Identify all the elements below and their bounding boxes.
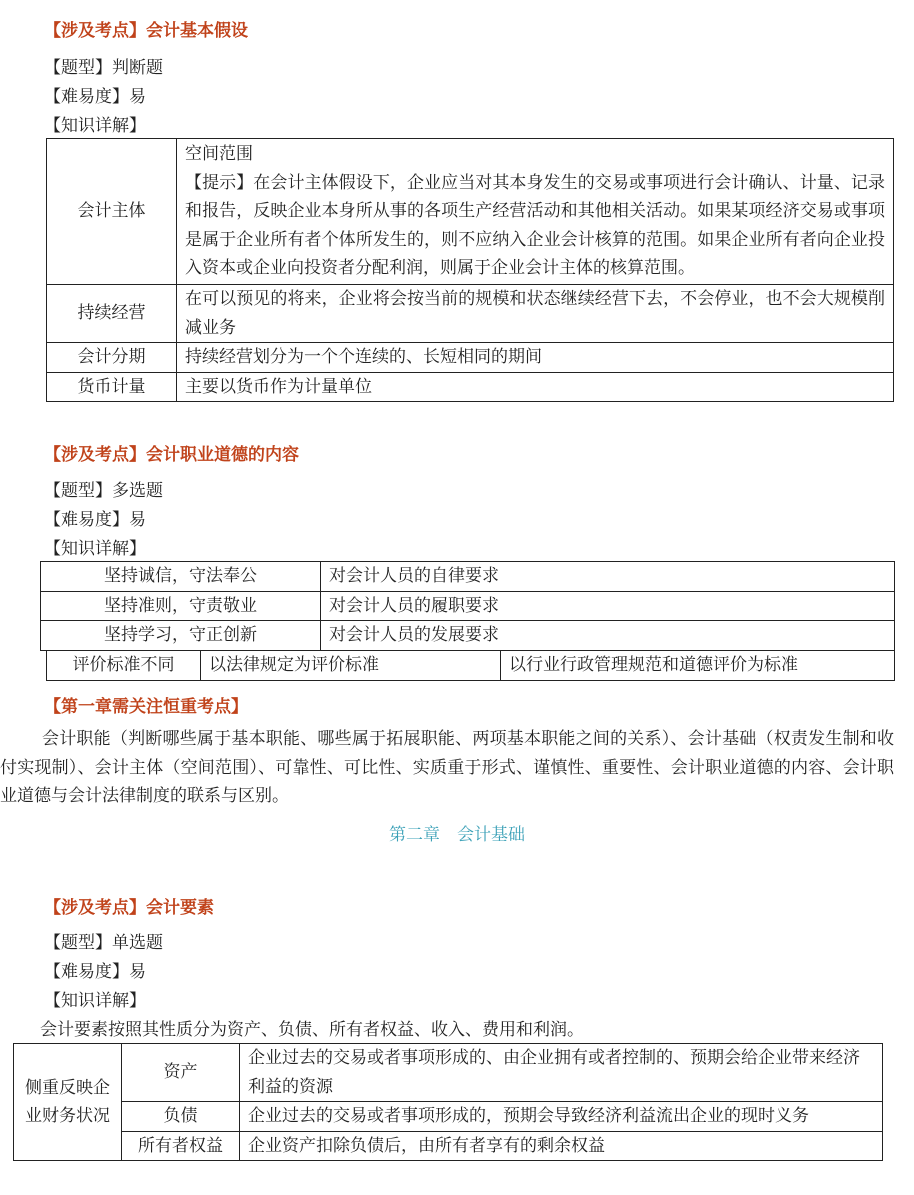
desc-cell: 在可以预见的将来，企业将会按当前的规模和状态继续经营下去，不会停业，也不会大规模削减业务 (177, 284, 894, 342)
section-heading-elements: 【涉及考点】会计要素 (44, 898, 214, 918)
desc-cell: 对会计人员的自律要求 (321, 562, 895, 592)
desc-tip: 【提示】在会计主体假设下，企业应当对其本身发生的交易或事项进行会计确认、计量、记录和报告，反映企业本身所从事的各项生产经营活动和其他相关活动。如果某项经济交易或事项是属于企业所有者个体所发生的，则不应纳入企业会计核算的范围。如果企业所有者向企业投入资本或企业向投资者分配利润，则属于企业会计主体的核算范围。 (185, 172, 885, 279)
desc-cell: 企业过去的交易或者事项形成的，预期会导致经济利益流出企业的现时义务 (240, 1102, 883, 1132)
table-row (47, 651, 895, 681)
term-cell: 会计主体 (47, 139, 177, 285)
detail-label: 【知识详解】 (44, 116, 146, 136)
chapter1-focus-heading: 【第一章需关注恒重考点】 (44, 697, 248, 717)
term-cell: 会计分期 (47, 343, 177, 373)
desc-cell: 企业资产扣除负债后，由所有者享有的剩余权益 (240, 1131, 883, 1161)
table-row (14, 1044, 883, 1102)
term-cell: 坚持诚信，守法奉公 (41, 562, 321, 592)
question-type-label: 【题型】判断题 (44, 58, 163, 78)
elements-table (13, 1043, 883, 1161)
desc-cell (177, 139, 894, 285)
desc-cell: 对会计人员的履职要求 (321, 591, 895, 621)
desc-cell: 对会计人员的发展要求 (321, 621, 895, 651)
compare-cell: 以行业行政管理规范和道德评价为标准 (501, 651, 895, 681)
difficulty-label: 【难易度】易 (44, 510, 146, 530)
chapter-title: 第二章 会计基础 (389, 825, 525, 845)
table-row (14, 1102, 883, 1132)
compare-cell: 以法律规定为评价标准 (201, 651, 501, 681)
detail-label: 【知识详解】 (44, 991, 146, 1011)
table-row (47, 372, 894, 402)
table-row (47, 139, 894, 285)
table-row (41, 621, 895, 651)
difficulty-label: 【难易度】易 (44, 962, 146, 982)
table-row (47, 343, 894, 373)
table-row (41, 562, 895, 592)
compare-cell: 评价标准不同 (47, 651, 201, 681)
term-cell: 持续经营 (47, 284, 177, 342)
desc-cell: 持续经营划分为一个个连续的、长短相同的期间 (177, 343, 894, 373)
desc-cell: 企业过去的交易或者事项形成的、由企业拥有或者控制的、预期会给企业带来经济利益的资源 (240, 1044, 883, 1102)
table-row (47, 284, 894, 342)
assumptions-table (46, 138, 894, 402)
term-cell: 资产 (122, 1044, 240, 1102)
term-cell: 负债 (122, 1102, 240, 1132)
elements-intro: 会计要素按照其性质分为资产、负债、所有者权益、收入、费用和利润。 (40, 1020, 584, 1040)
term-cell: 坚持准则，守责敬业 (41, 591, 321, 621)
detail-label: 【知识详解】 (44, 539, 146, 559)
question-type-label: 【题型】多选题 (44, 481, 163, 501)
table-row (41, 591, 895, 621)
group-cell: 侧重反映企业财务状况 (14, 1044, 122, 1161)
difficulty-label: 【难易度】易 (44, 87, 146, 107)
question-type-label: 【题型】单选题 (44, 933, 163, 953)
section-heading-ethics: 【涉及考点】会计职业道德的内容 (44, 445, 299, 465)
desc-line: 空间范围 (185, 144, 253, 164)
compare-table (46, 650, 895, 681)
term-cell: 坚持学习，守正创新 (41, 621, 321, 651)
table-row (14, 1131, 883, 1161)
chapter1-focus-text: 会计职能（判断哪些属于基本职能、哪些属于拓展职能、两项基本职能之间的关系）、会计基础（权责发生制和收付实现制）、会计主体（空间范围）、可靠性、可比性、实质重于形式、谨慎性、重要性、会计职业道德的内容、会计职业道德与会计法律制度的联系与区别。 (0, 729, 894, 806)
ethics-table (40, 561, 895, 651)
section-heading-accounting-assumptions: 【涉及考点】会计基本假设 (44, 21, 248, 41)
desc-cell: 主要以货币作为计量单位 (177, 372, 894, 402)
term-cell: 所有者权益 (122, 1131, 240, 1161)
term-cell: 货币计量 (47, 372, 177, 402)
